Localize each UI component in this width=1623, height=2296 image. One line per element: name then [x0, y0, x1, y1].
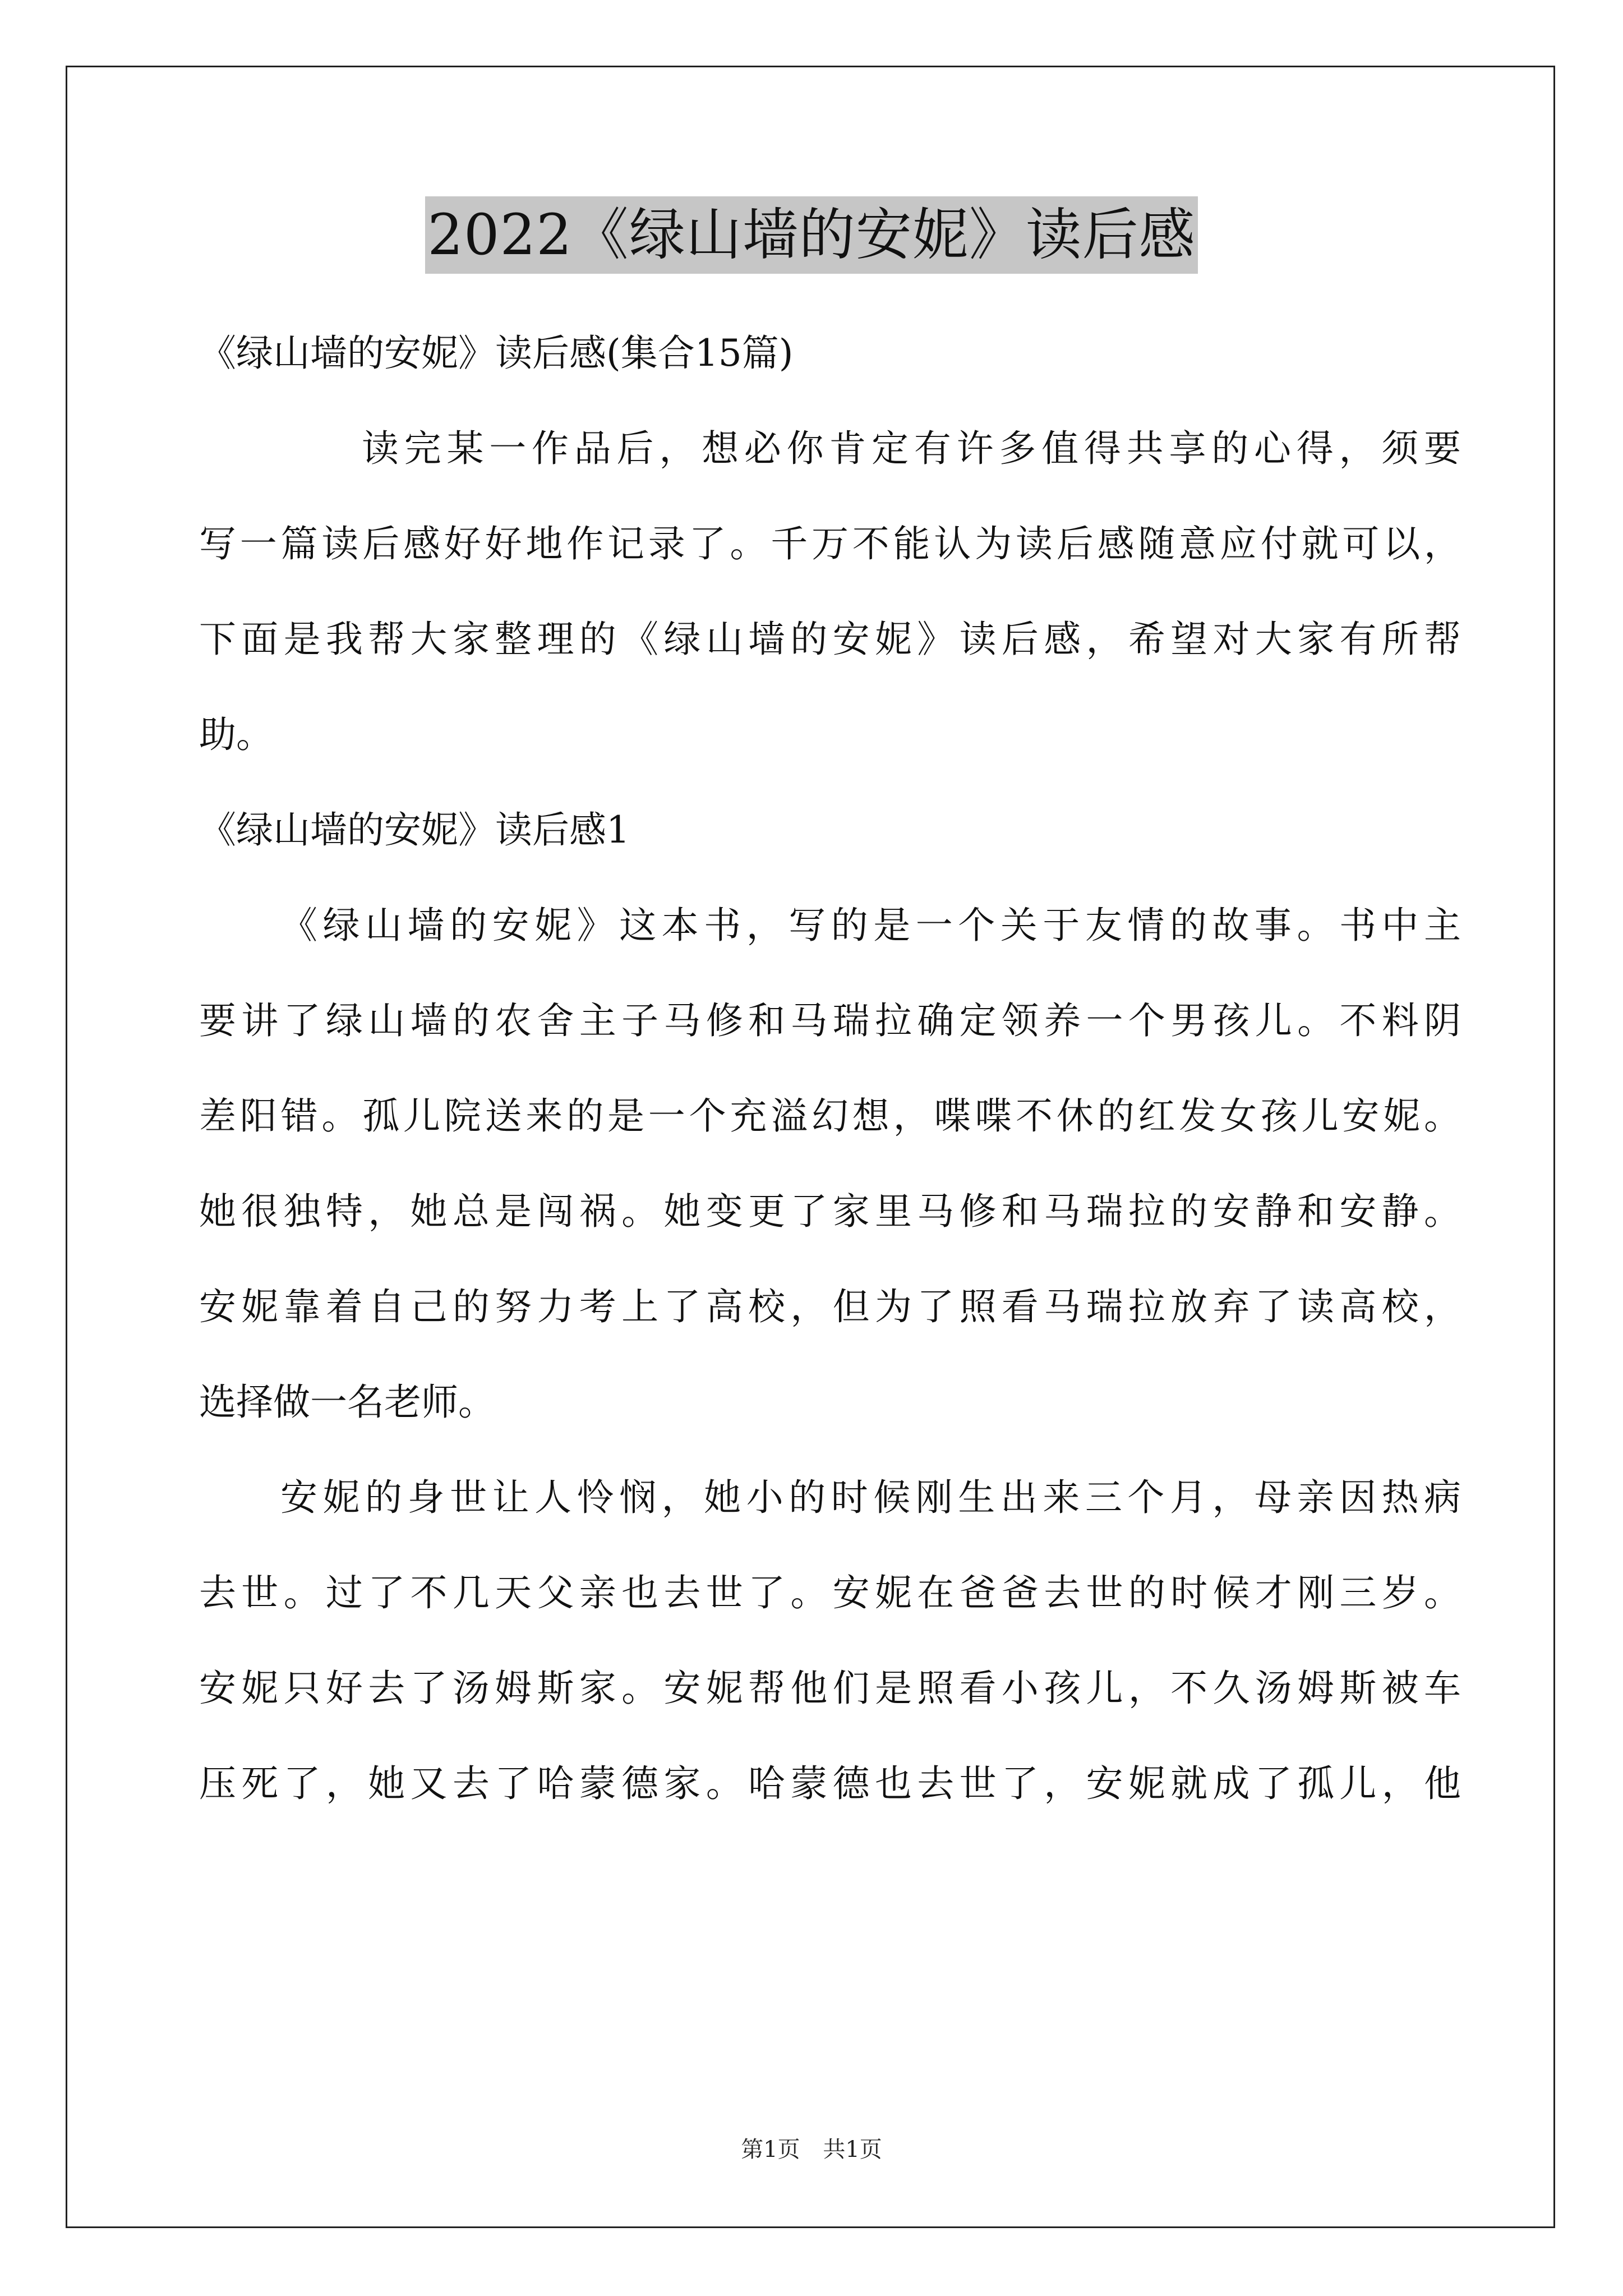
- paragraph-line: 安妮只好去了汤姆斯家。安妮帮他们是照看小孩儿，不久汤姆斯被车: [199, 1667, 1461, 1710]
- paragraph-line: 差阳错。孤儿院送来的是一个充溢幻想，喋喋不休的红发女孩儿安妮。: [199, 1094, 1461, 1138]
- paragraph-line: 下面是我帮大家整理的《绿山墙的安妮》读后感，希望对大家有所帮: [199, 618, 1461, 661]
- page-footer: [0, 2132, 1623, 2164]
- document-title: 2022《绿山墙的安妮》读后感: [425, 196, 1198, 274]
- subtitle-line: 《绿山墙的安妮》读后感(集合15篇): [199, 332, 794, 375]
- section-heading: 《绿山墙的安妮》读后感1: [199, 808, 630, 852]
- paragraph-line: 助。: [199, 713, 273, 756]
- paragraph-line: 《绿山墙的安妮》这本书，写的是一个关于友情的故事。书中主: [280, 904, 1461, 947]
- paragraph-line: 要讲了绿山墙的农舍主子马修和马瑞拉确定领养一个男孩儿。不料阴: [199, 999, 1461, 1042]
- document-body: [199, 306, 1461, 1832]
- paragraph-line: 她很独特，她总是闯祸。她变更了家里马修和马瑞拉的安静和安静。: [199, 1190, 1461, 1233]
- paragraph-line: 写一篇读后感好好地作记录了。千万不能认为读后感随意应付就可以，: [199, 522, 1461, 565]
- page-total: 共1页: [823, 2137, 882, 2162]
- title-container: [0, 196, 1623, 274]
- page-number: 第1页: [741, 2137, 800, 2162]
- paragraph-line: 去世。过了不几天父亲也去世了。安妮在爸爸去世的时候才刚三岁。: [199, 1571, 1461, 1614]
- paragraph-line: 读完某一作品后，想必你肯定有许多值得共享的心得，须要: [362, 427, 1461, 470]
- paragraph-line: 安妮靠着自己的努力考上了高校，但为了照看马瑞拉放弃了读高校，: [199, 1285, 1461, 1328]
- paragraph-line: 压死了，她又去了哈蒙德家。哈蒙德也去世了，安妮就成了孤儿，他: [199, 1762, 1461, 1805]
- paragraph-line: 选择做一名老师。: [199, 1381, 495, 1424]
- paragraph-line: 安妮的身世让人怜悯，她小的时候刚生出来三个月，母亲因热病: [280, 1476, 1461, 1519]
